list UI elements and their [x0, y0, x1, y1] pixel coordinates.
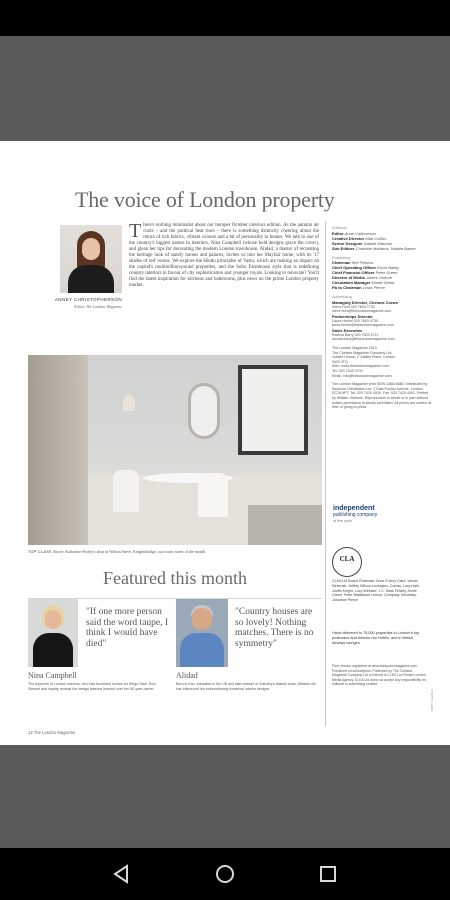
masthead-line: Chief Financial Officer Peter Green — [332, 270, 398, 275]
featured-quote: "Country houses are so lovely! Nothing matches. There is no symmetry" — [235, 607, 314, 649]
ipc-award-logo: independent publishing company of the year — [333, 505, 378, 523]
featured-photo-nina — [28, 599, 78, 667]
featured-heading: Featured this month — [103, 568, 247, 588]
company-email[interactable]: Email: info@thelondonmagazine.com — [332, 373, 392, 378]
masthead-line: Managing Director, Chelsea Crown — [332, 299, 399, 305]
caption-text: Above: Katharine Pooley's shop in Walton Street, Knightsbridge, our iconic street of the month — [52, 549, 206, 554]
column-divider — [325, 221, 326, 726]
masthead-sidebar — [332, 225, 432, 410]
recents-square-icon — [317, 863, 339, 885]
masthead-email[interactable]: steve.hunt@thelondonmagazine.com — [332, 309, 392, 314]
home-circle-icon — [214, 863, 236, 885]
editorial-heading: Editorial — [332, 225, 347, 230]
featured-photo-alidad — [176, 599, 228, 667]
masthead-line: Creative Director Matt Collins — [332, 235, 387, 241]
featured-name: Nina Campbell — [28, 671, 77, 680]
masthead-line: Chief Operating Officer Kevin Bailey — [332, 265, 400, 270]
page-title: The voice of London property — [75, 187, 335, 212]
featured-bio: The doyenne of London interiors, who has furnished homes for Ringo Starr, Rod Stewart and royalty reveals the design lessons learned over her 50-year career — [28, 682, 156, 691]
photo-caption — [28, 549, 322, 554]
navigation-bar — [0, 848, 450, 900]
company-line: SW3 3TQ — [332, 359, 348, 364]
small-print: The London Magazine print ISSN 1368-5686. Distributed by Seymour Distribution Ltd. 2 East Poultry Avenue, London EC1A 9PT. Tel: 020 7429 4000. Fax: 020 7429 4001. Printed by William Gibbons. Reproduction in whole or in part without written permission is strictly prohibited. All prices are correct at time of going to press. — [332, 382, 432, 410]
company-web[interactable]: Web: www.thelondonmagazine.com — [332, 364, 390, 369]
intro-text — [129, 220, 319, 290]
featured-bio: Born in Iran, educated in the UK and later master of Sotheby's Islamic team, Alidad's life has influenced his extraordinarily theatrical interior designs — [176, 682, 316, 691]
caption-lead: TOP CLASS — [28, 550, 52, 554]
interior-photo — [28, 355, 322, 545]
masthead-line: Director of Media James Ordone — [332, 275, 393, 280]
publishing-heading: Publishing — [332, 254, 351, 260]
masthead-line: Sub Editors Charlotte Mattaros, Natalie Bainer — [332, 245, 416, 251]
recents-button[interactable] — [308, 854, 348, 894]
masthead-line: Editor Anne Calthrorson — [332, 230, 376, 236]
masthead-line: Chairman Neil Fellows — [332, 260, 374, 265]
company-line: The Chelsea Magazine Company Ltd, — [332, 350, 393, 355]
status-bar — [0, 0, 450, 36]
back-triangle-icon — [111, 863, 133, 885]
masthead-line: Partnerships Director — [332, 313, 373, 319]
back-button[interactable] — [102, 854, 142, 894]
circulation-text: Hand-delivered to 75,000 properties in London's top postcodes and director-run Hotels, and in British Airways lounges. — [332, 631, 420, 645]
board-text: CLEA Ltd Board Chairman: Anne D'Arcy Clark, Vanda Dinterain, Jeffrey Wilson-Levington, Cowan, Lucy Hale, Judith Knight, Lucy Webster, J.C. Mark Felicity, Annie Green, Peter Watkinson Lemon, Company Secretary: Jonathan Pierce — [332, 579, 420, 603]
print-notice: Print Version registered at www.thelondonmagazine.com. Published on subscription. Published by The Chelsea Magazine Company Ltd on behalf of CLEA Ltd Printed London Media Agency. CLEA Ltd does not accept any responsibility for editorial or advertising content. — [332, 664, 426, 686]
masthead-email[interactable]: laura.hector@thelondonmagazine.com — [332, 323, 394, 328]
masthead-line: Circulation Manager Daniel Webb — [332, 280, 395, 285]
editor-name: ANNEY CHRISTOPHERSON — [54, 297, 122, 302]
masthead-line: Senior Designer Natalie Mascolo — [332, 240, 393, 246]
company-line: The London Magazine 2019 — [332, 346, 377, 351]
company-line: Jubilee House, 2 Jubilee Place, London — [332, 355, 396, 360]
masthead-line: Ravinia Barry 020 7603 4712 — [332, 332, 379, 337]
intro-body: here's nothing minimalist about our bumper October interiors edition. As the autumn air cools – and the political heat rises – there is something distinctly cheering about the return of rich fabrics, vibrant colours and a bit of personality to homes. We talk to one of the country's biggest names in interiors, Nina Campbell (whose bold designs grace the cover), and glean her tips for decorating the modern London townhouse. Alidad, a master of recreating the heritage look of stately homes and palaces, invites us into her Mayfair home, with its '17 shades of red' rooms. We explore the Hindu principles of Vastu, which are making an impact on the capital's multimillion-pound properties, and the Soho Farmhouse style that is redefining country interiors in favour of city sophistication and younger royals. Looking to renovate? You'll find the latest inspiration for kitchens and bathrooms, plus news on the prime London property market. — [129, 223, 319, 289]
featured-quote: "If one more person said the word taupe, I think I would have died" — [86, 607, 169, 649]
magazine-page[interactable] — [0, 141, 450, 745]
masthead-email[interactable]: ravinia.barry@thelondonmagazine.com — [332, 337, 395, 342]
editor-role: Editor, The London Magazine — [74, 304, 122, 309]
masthead-line: Sales Executive — [332, 327, 363, 333]
masthead-line: Steve Hunt 020 7603 7730 — [332, 304, 375, 309]
advertising-heading: Advertising — [332, 294, 352, 299]
home-button[interactable] — [205, 854, 245, 894]
editor-photo — [60, 225, 122, 293]
side-vertical-text: PEFC Certified — [430, 689, 434, 711]
masthead-line: Laura Hector 020 7603 0730 — [332, 318, 378, 323]
drop-cap: T — [129, 220, 142, 242]
masthead-line: PA to Chairman Linda Pierce — [332, 285, 385, 290]
seal-mark: CLA — [339, 555, 355, 563]
featured-name: Alidad — [176, 671, 198, 680]
page-footer: 12 The London Magazine — [28, 730, 76, 735]
company-tel: Tel: 020 7349 3700 — [332, 369, 363, 374]
